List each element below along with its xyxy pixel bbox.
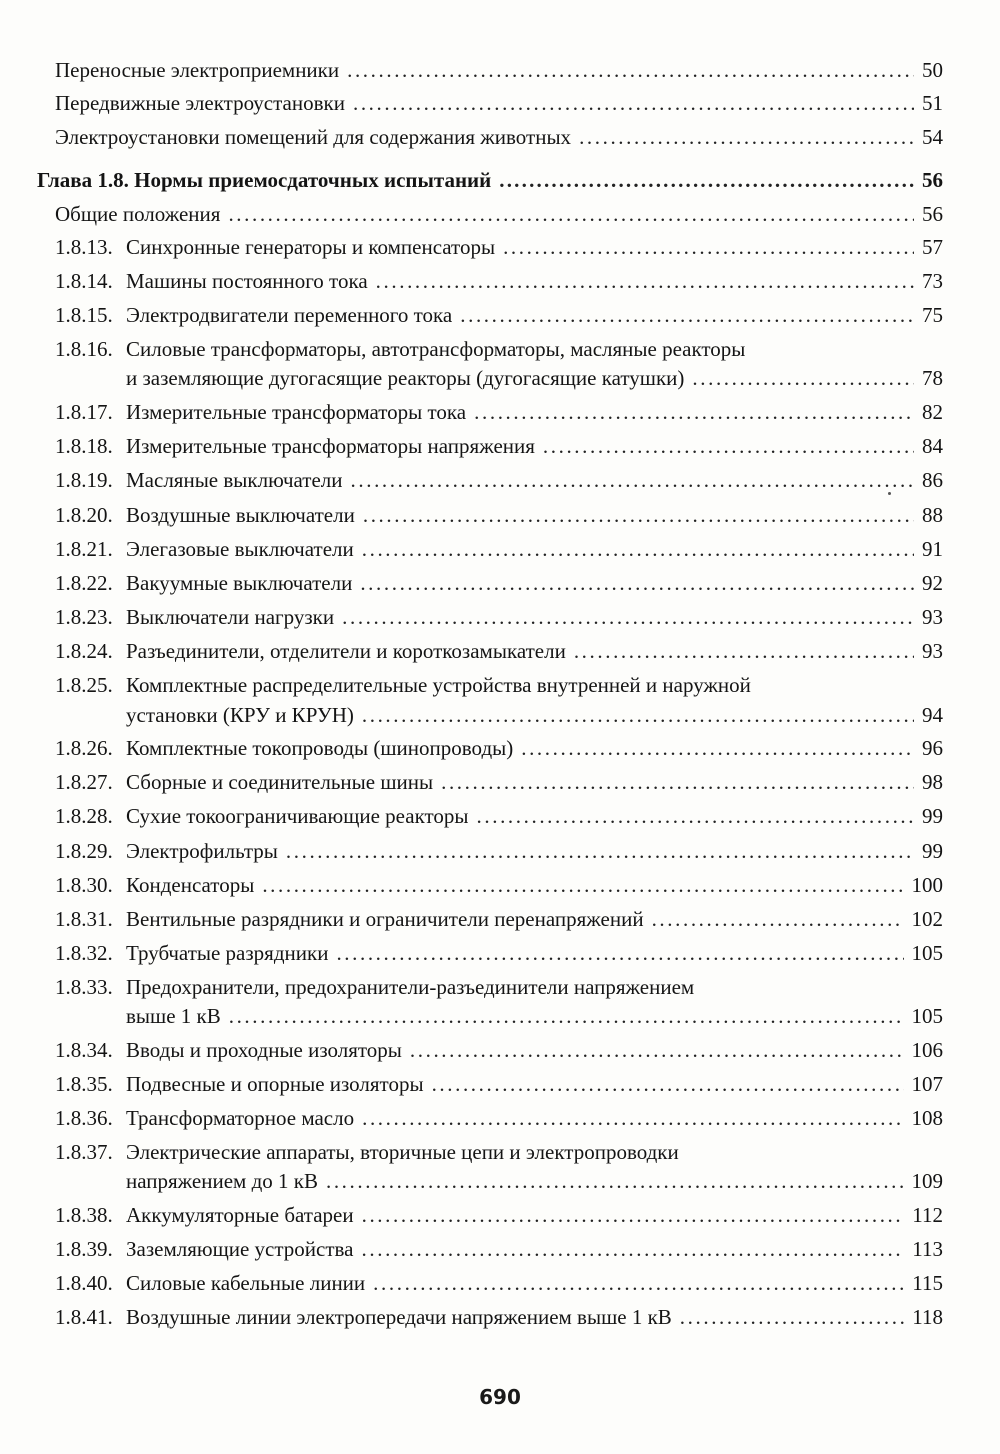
toc-entry-title: Предохранители, предохранители-разъединители напряжением — [126, 975, 695, 999]
toc-entry-title: Синхронные генераторы и компенсаторы — [126, 235, 496, 259]
toc-entry-title: Вентильные разрядники и ограничители перенапряжений — [126, 907, 644, 931]
toc-entry-title: Сухие токоограничивающие реакторы — [126, 804, 469, 828]
toc-page-number: 75 — [922, 303, 943, 327]
section-number: 1.8.35. — [55, 1072, 113, 1096]
dot-leader — [574, 638, 914, 664]
toc-entry-title-continued: напряжением до 1 кВ — [126, 1169, 318, 1193]
toc-page-number: 99 — [922, 839, 943, 863]
toc-entry-title: Воздушные выключатели — [126, 503, 355, 527]
dot-leader — [503, 234, 914, 260]
dot-leader — [521, 735, 914, 761]
dot-leader — [360, 570, 914, 596]
toc-entry-title: Подвесные и опорные изоляторы — [126, 1072, 424, 1096]
toc-page-number: 73 — [922, 269, 943, 293]
toc-page-number: 84 — [922, 434, 943, 458]
section-number: 1.8.23. — [55, 605, 113, 629]
toc-entry-title: Масляные выключатели — [126, 468, 343, 492]
dot-leader — [362, 702, 914, 728]
toc-entry-title: Элегазовые выключатели — [126, 537, 354, 561]
toc-entry-title: Электрические аппараты, вторичные цепи и электропроводки — [126, 1140, 679, 1164]
toc-entry-title: Силовые трансформаторы, автотрансформаторы, масляные реакторы — [126, 337, 746, 361]
toc-entry-title: Аккумуляторные батареи — [126, 1203, 354, 1227]
toc-entry-title: Измерительные трансформаторы тока — [126, 400, 467, 424]
toc-page-number: 51 — [922, 91, 943, 115]
toc-entry-title: Переносные электроприемники — [55, 58, 340, 82]
toc-page-number: 56 — [922, 168, 943, 192]
section-number: 1.8.26. — [55, 736, 113, 760]
chapter-title: Глава 1.8. Нормы приемосдаточных испытаний — [37, 168, 492, 192]
toc-entry-title: Трубчатые разрядники — [126, 941, 329, 965]
page-number-footer: 690 — [479, 1385, 521, 1409]
section-number: 1.8.34. — [55, 1038, 113, 1062]
dot-leader — [499, 167, 914, 193]
toc-entry-title: Заземляющие устройства — [126, 1237, 354, 1261]
toc-page-number: 118 — [912, 1305, 943, 1329]
dot-leader — [326, 1168, 904, 1194]
toc-entry-title-continued: выше 1 кВ — [126, 1004, 221, 1028]
toc-page-number: 88 — [922, 503, 943, 527]
toc-entry-title: Сборные и соединительные шины — [126, 770, 434, 794]
dot-leader — [347, 57, 914, 83]
toc-entry-title: Конденсаторы — [126, 873, 255, 897]
section-number: 1.8.28. — [55, 804, 113, 828]
dot-leader — [543, 433, 914, 459]
toc-entry-title: Электроустановки помещений для содержания животных — [55, 125, 572, 149]
toc-page-number: 106 — [911, 1038, 943, 1062]
dot-leader — [351, 467, 914, 493]
section-number: 1.8.39. — [55, 1237, 113, 1261]
toc-entry-title-continued: установки (КРУ и КРУН) — [126, 703, 354, 727]
toc-page-number: 102 — [911, 907, 943, 931]
toc-page-number: 108 — [911, 1106, 943, 1130]
toc-page-number: 82 — [922, 400, 943, 424]
toc-page-number: 93 — [922, 605, 943, 629]
toc-page-number: 50 — [922, 58, 943, 82]
toc-page-number: 94 — [922, 703, 943, 727]
section-number: 1.8.29. — [55, 839, 113, 863]
toc-entry-title: Комплектные распределительные устройства внутренней и наружной — [126, 673, 751, 697]
toc-page-number: 109 — [911, 1169, 943, 1193]
dot-leader — [373, 1270, 904, 1296]
toc-page-number: 91 — [922, 537, 943, 561]
toc-entry-title: Электродвигатели переменного тока — [126, 303, 453, 327]
section-number: 1.8.33. — [55, 975, 113, 999]
section-number: 1.8.13. — [55, 235, 113, 259]
toc-page-number: 112 — [912, 1203, 943, 1227]
toc-entry-title: Выключатели нагрузки — [126, 605, 335, 629]
toc-page-number: 98 — [922, 770, 943, 794]
section-number: 1.8.16. — [55, 337, 113, 361]
toc-page-number: 78 — [922, 366, 943, 390]
toc-page-number: 113 — [912, 1237, 943, 1261]
toc-entry-title: Силовые кабельные линии — [126, 1271, 366, 1295]
toc-entry-title: Электрофильтры — [126, 839, 278, 863]
section-number: 1.8.25. — [55, 673, 113, 697]
section-number: 1.8.22. — [55, 571, 113, 595]
dot-leader — [362, 1105, 903, 1131]
dot-leader — [410, 1037, 904, 1063]
toc-page-number: 96 — [922, 736, 943, 760]
dot-leader — [336, 940, 903, 966]
section-number: 1.8.32. — [55, 941, 113, 965]
dot-leader — [362, 1202, 905, 1228]
toc-entry-title: Общие положения — [55, 202, 221, 226]
dot-leader — [353, 90, 914, 116]
section-number: 1.8.15. — [55, 303, 113, 327]
toc-page-number: 93 — [922, 639, 943, 663]
section-number: 1.8.14. — [55, 269, 113, 293]
section-number: 1.8.31. — [55, 907, 113, 931]
toc-entry-title: Вводы и проходные изоляторы — [126, 1038, 402, 1062]
section-number: 1.8.38. — [55, 1203, 113, 1227]
toc-page-number: 99 — [922, 804, 943, 828]
dot-leader — [229, 1003, 904, 1029]
section-number: 1.8.37. — [55, 1140, 113, 1164]
section-number: 1.8.27. — [55, 770, 113, 794]
toc-entry-title: Трансформаторное масло — [126, 1106, 355, 1130]
dot-leader — [652, 906, 904, 932]
dot-leader — [362, 536, 914, 562]
toc-page-number: 56 — [922, 202, 943, 226]
dot-leader — [376, 268, 914, 294]
toc-entry-title: Измерительные трансформаторы напряжения — [126, 434, 535, 458]
section-number: 1.8.40. — [55, 1271, 113, 1295]
dot-leader — [362, 1236, 905, 1262]
toc-entry-title: Комплектные токопроводы (шинопроводы) — [126, 736, 514, 760]
toc-page-number: 107 — [911, 1072, 943, 1096]
toc-page-number: 86 — [922, 468, 943, 492]
section-number: 1.8.18. — [55, 434, 113, 458]
dot-leader — [692, 365, 914, 391]
section-number: 1.8.19. — [55, 468, 113, 492]
dot-leader — [474, 399, 914, 425]
toc-page-number: 54 — [922, 125, 943, 149]
dot-leader — [432, 1071, 904, 1097]
toc-page-number: 100 — [911, 873, 943, 897]
toc-entry-title-continued: и заземляющие дугогасящие реакторы (дугогасящие катушки) — [126, 366, 685, 390]
toc-page-number: 92 — [922, 571, 943, 595]
toc-entry-title: Передвижные электроустановки — [55, 91, 345, 115]
toc-page-number: 57 — [922, 235, 943, 259]
toc-page-number: 105 — [911, 941, 943, 965]
dot-leader — [680, 1304, 904, 1330]
section-number: 1.8.17. — [55, 400, 113, 424]
toc-entry-title: Воздушные линии электропередачи напряжением выше 1 кВ — [126, 1305, 672, 1329]
dot-leader — [342, 604, 914, 630]
dot-leader — [441, 769, 914, 795]
section-number: 1.8.21. — [55, 537, 113, 561]
dot-leader — [228, 201, 914, 227]
toc-page-number: 105 — [911, 1004, 943, 1028]
section-number: 1.8.36. — [55, 1106, 113, 1130]
toc-entry-title: Машины постоянного тока — [126, 269, 368, 293]
toc-entry-title: Разъединители, отделители и короткозамыкатели — [126, 639, 566, 663]
section-number: 1.8.30. — [55, 873, 113, 897]
section-number: 1.8.41. — [55, 1305, 113, 1329]
dot-leader — [460, 302, 914, 328]
dot-leader — [363, 502, 914, 528]
print-speck — [888, 492, 891, 495]
toc-page-number: 115 — [912, 1271, 943, 1295]
dot-leader — [286, 838, 914, 864]
section-number: 1.8.20. — [55, 503, 113, 527]
section-number: 1.8.24. — [55, 639, 113, 663]
dot-leader — [579, 124, 914, 150]
toc-entry-title: Вакуумные выключатели — [126, 571, 353, 595]
dot-leader — [477, 803, 914, 829]
dot-leader — [262, 872, 903, 898]
